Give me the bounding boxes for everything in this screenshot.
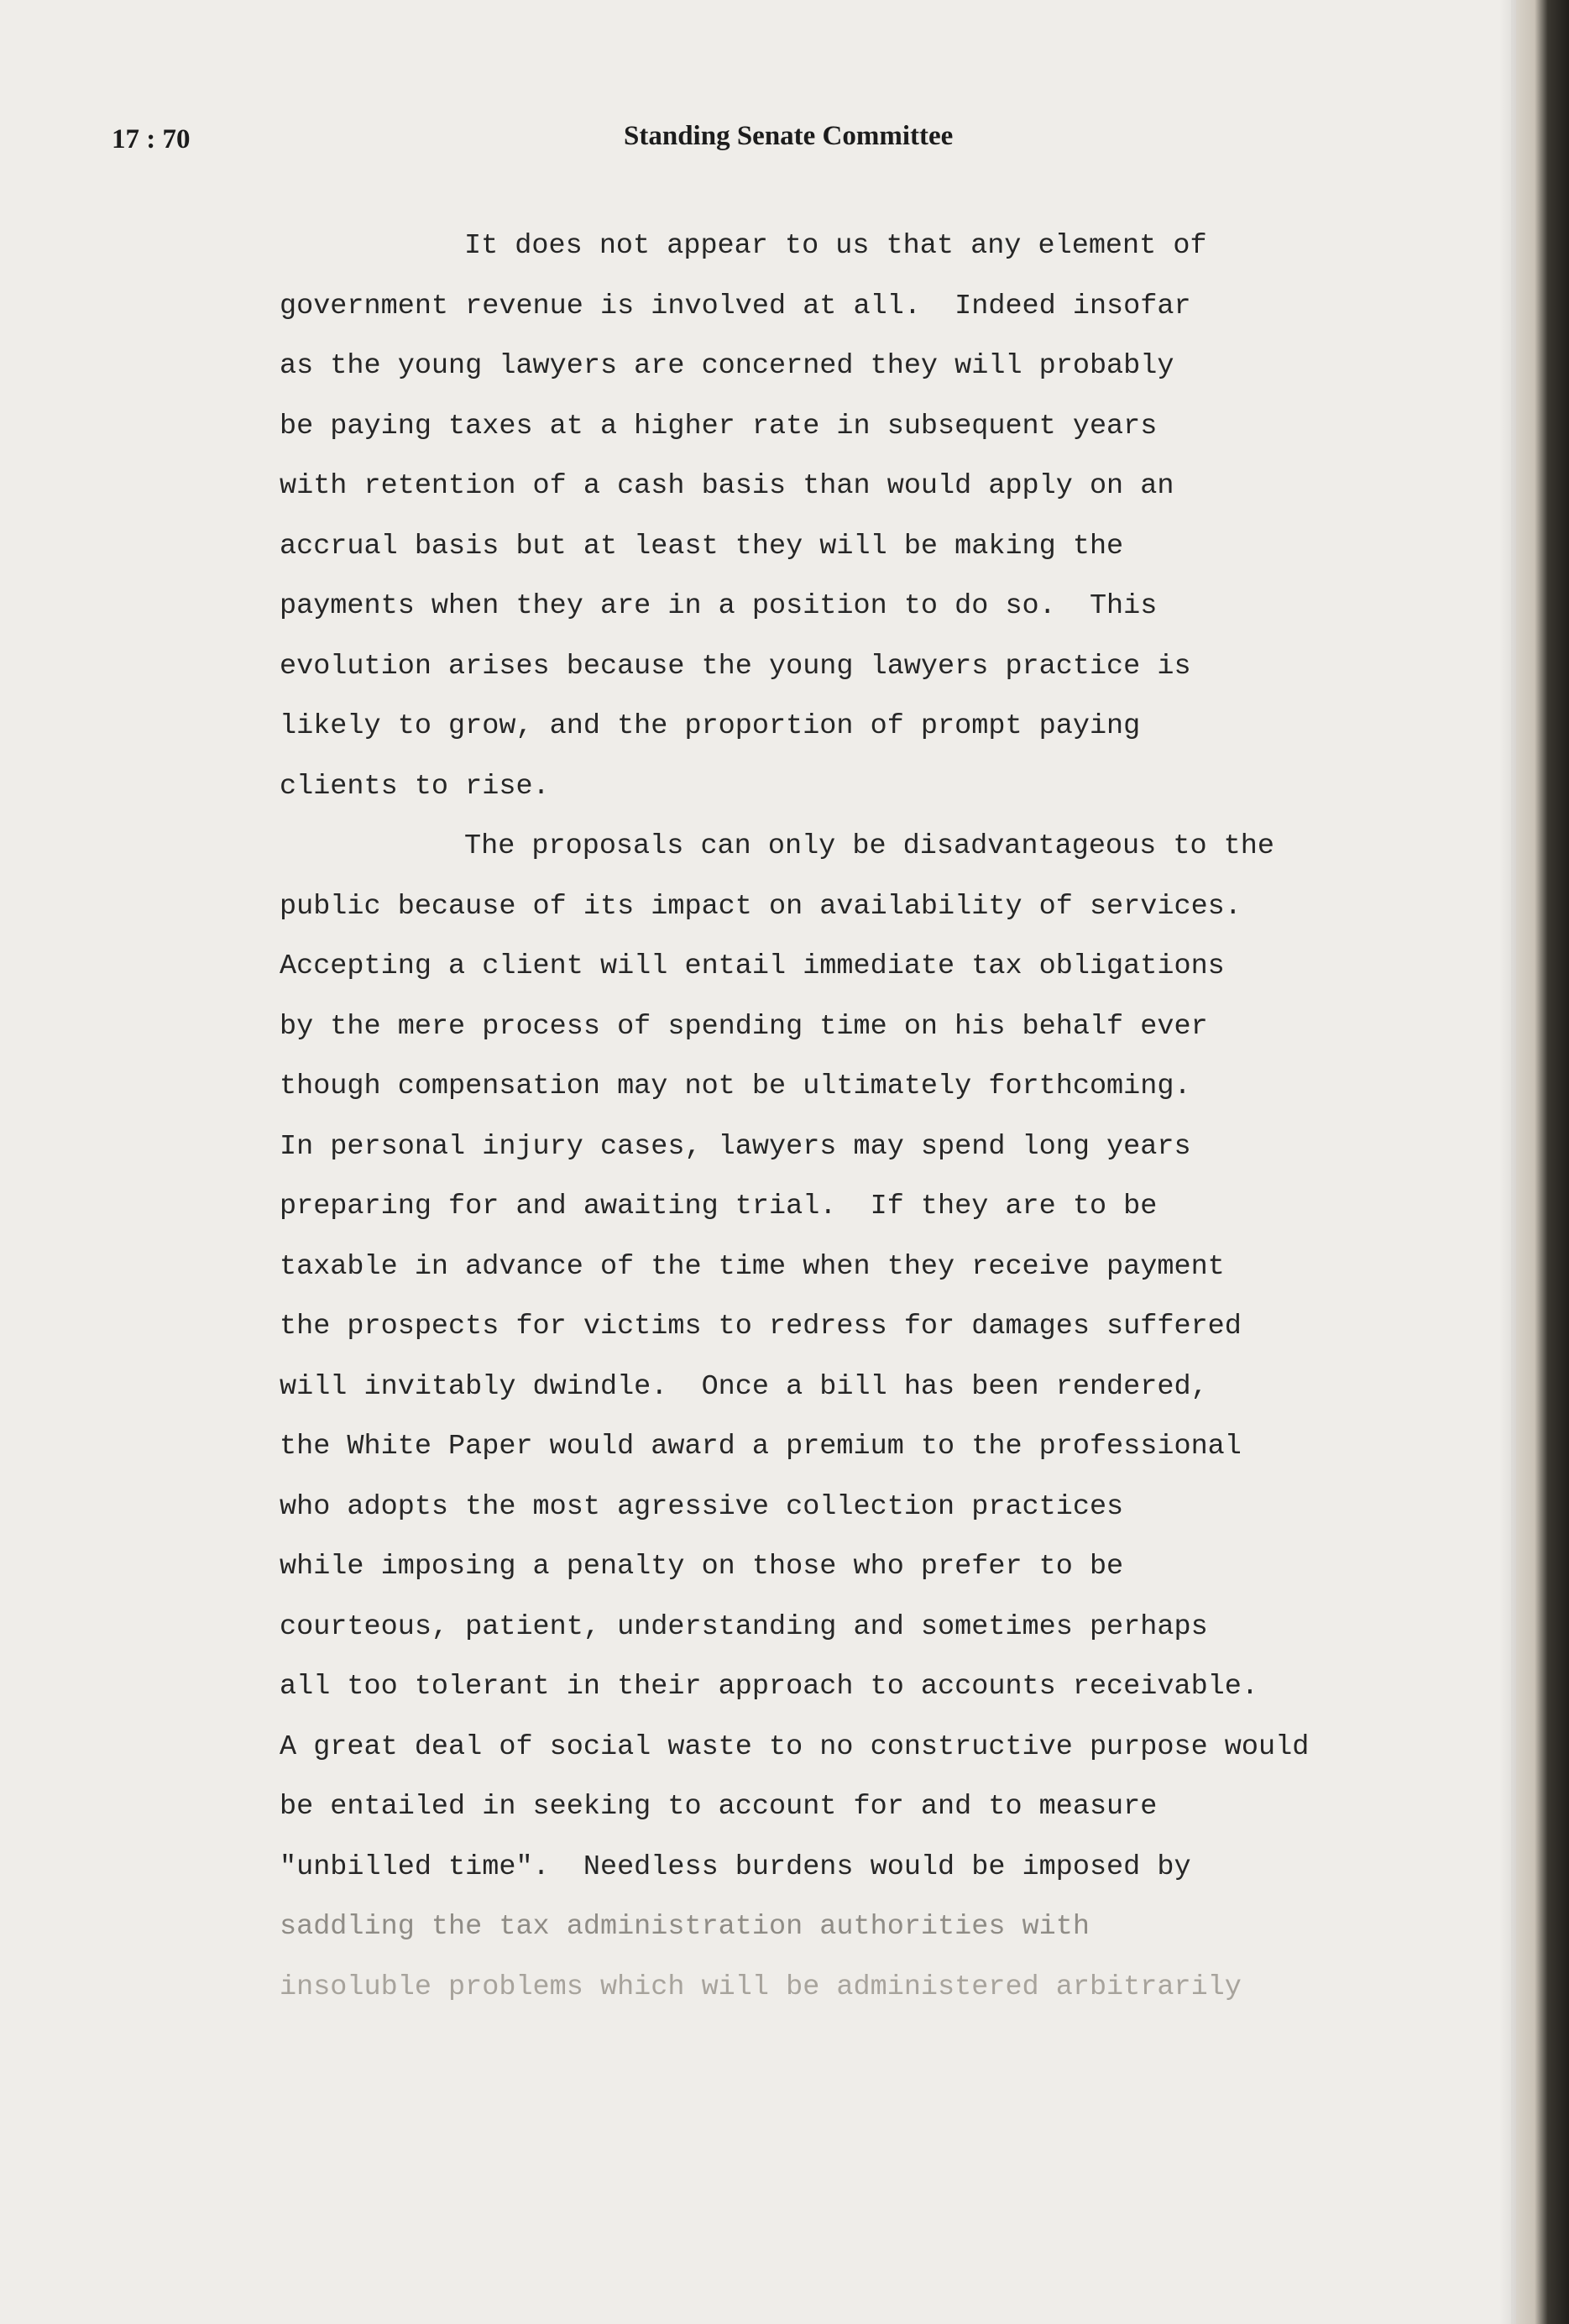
text-line: who adopts the most agressive collection practices xyxy=(280,1490,1124,1523)
text-line: Accepting a client will entail immediate tax obligations xyxy=(280,950,1225,982)
body-text xyxy=(280,217,1455,2018)
text-line: A great deal of social waste to no constructive purpose would xyxy=(280,1730,1310,1763)
text-line: will invitably dwindle. Once a bill has been rendered, xyxy=(280,1370,1208,1403)
page-header xyxy=(0,121,1511,158)
text-line: accrual basis but at least they will be making the xyxy=(280,530,1124,563)
text-line: be entailed in seeking to account for and to measure xyxy=(280,1791,1158,1823)
text-line: with retention of a cash basis than would apply on an xyxy=(280,470,1174,502)
text-line: all too tolerant in their approach to accounts receivable. xyxy=(280,1671,1258,1703)
book-binding xyxy=(1516,0,1569,2324)
text-line: taxable in advance of the time when they receive payment xyxy=(280,1250,1225,1283)
text-line: likely to grow, and the proportion of prompt paying xyxy=(280,710,1141,742)
text-line: evolution arises because the young lawyers practice is xyxy=(280,650,1191,683)
text-line: payments when they are in a position to do so. This xyxy=(280,590,1158,622)
text-line: In personal injury cases, lawyers may spend long years xyxy=(280,1130,1191,1163)
text-line: though compensation may not be ultimately forthcoming. xyxy=(280,1070,1191,1102)
text-line: clients to rise. xyxy=(280,770,550,803)
binding-shadow xyxy=(1499,0,1518,2324)
text-line: preparing for and awaiting trial. If they are to be xyxy=(280,1191,1158,1222)
text-line: The proposals can only be disadvantageous to the xyxy=(464,830,1274,862)
text-line: "unbilled time". Needless burdens would be imposed by xyxy=(280,1850,1191,1883)
text-line: the prospects for victims to redress for damages suffered xyxy=(280,1311,1242,1343)
text-line: insoluble problems which will be administered arbitrarily xyxy=(280,1971,1242,2003)
text-line: be paying taxes at a higher rate in subsequent years xyxy=(280,410,1158,442)
text-line: courteous, patient, understanding and sometimes perhaps xyxy=(280,1610,1208,1643)
text-line: government revenue is involved at all. Indeed insofar xyxy=(280,290,1191,322)
text-line: by the mere process of spending time on his behalf ever xyxy=(280,1010,1208,1043)
text-line: saddling the tax administration authorities with xyxy=(280,1911,1090,1943)
text-line: public because of its impact on availability of services. xyxy=(280,890,1242,923)
text-line: the White Paper would award a premium to the professional xyxy=(280,1431,1242,1463)
page-number: 17 : 70 xyxy=(112,124,191,154)
running-title: Standing Senate Committee xyxy=(624,121,954,151)
text-line: while imposing a penalty on those who prefer to be xyxy=(280,1551,1124,1583)
text-line: It does not appear to us that any element of xyxy=(464,230,1207,262)
text-line: as the young lawyers are concerned they will probably xyxy=(280,350,1174,382)
